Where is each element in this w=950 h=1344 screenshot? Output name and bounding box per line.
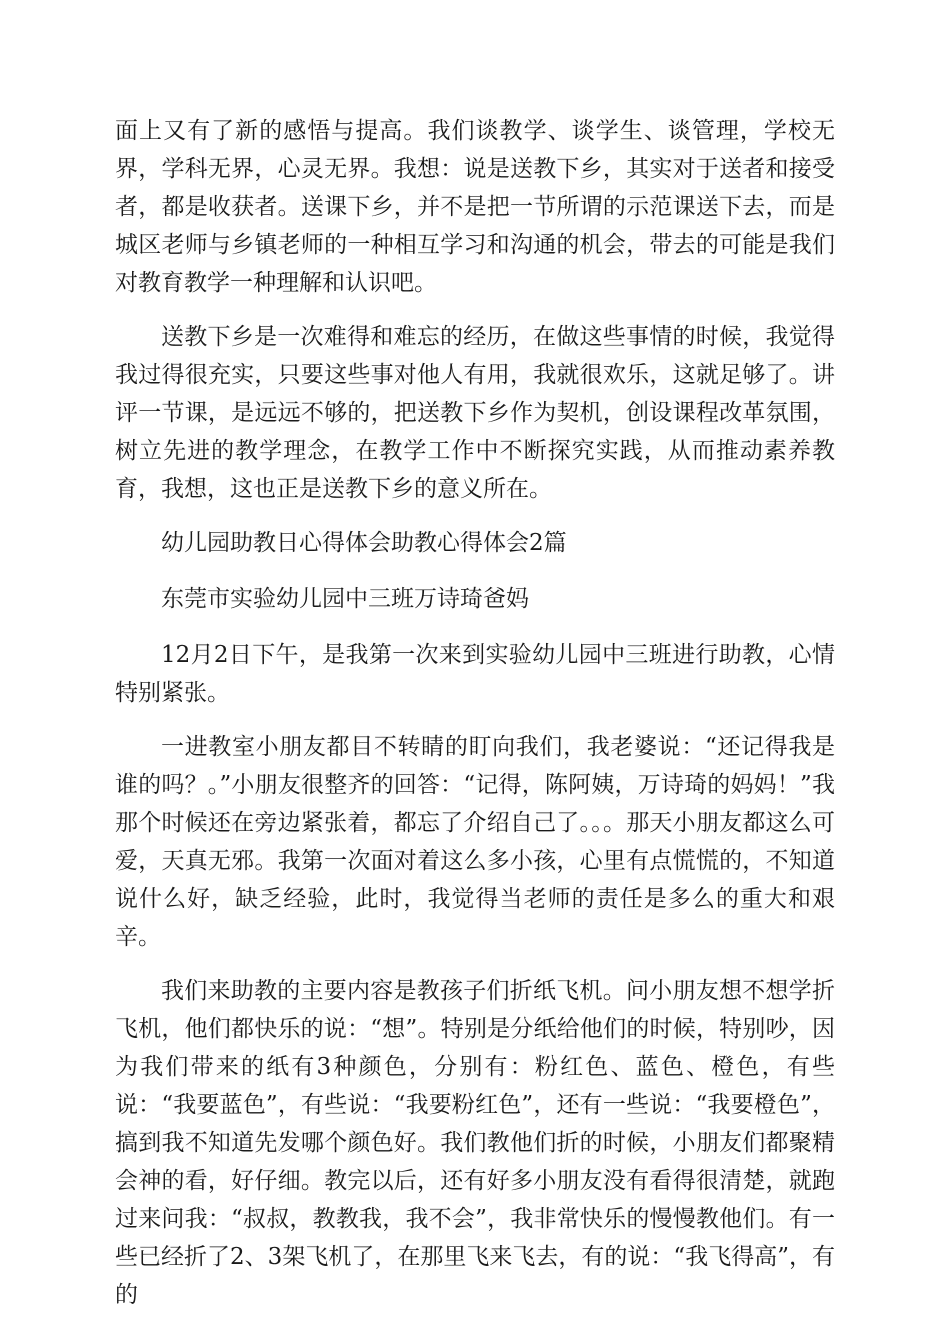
paragraph-paper-planes: 我们来助教的主要内容是教孩子们折纸飞机。问小朋友想不想学折飞机，他们都快乐的说：“想”。特别是分纸给他们的时候，特别吵，因为我们带来的纸有3种颜色，分别有：粉红色、蓝色、橙色，有些说：“我要蓝色”，有些说：“我要粉红色”，还有一些说：“我要橙色”，搞到我不知道先发哪个颜色好。我们教他们折的时候，小朋友们都聚精会神的看，好仔细。教完以后，还有好多小朋友没有看得很清楚，就跑过来问我：“叔叔，教教我，我不会”，我非常快乐的慢慢教他们。有一些已经折了2、3架飞机了，在那里飞来飞去，有的说：“我飞得高”，有的 [115, 978, 835, 1308]
paragraph-significance: 送教下乡是一次难得和难忘的经历，在做这些事情的时候，我觉得我过得很充实，只要这些事对他人有用，我就很欢乐，这就足够了。讲评一节课，是远远不够的，把送教下乡作为契机，创设课程改革氛围，树立先进的教学理念，在教学工作中不断探究实践，从而推动素养教育，我想，这也正是送教下乡的意义所在。 [115, 324, 835, 502]
paragraph-continuation: 面上又有了新的感悟与提高。我们谈教学、谈学生、谈管理，学校无界，学科无界，心灵无界。我想：说是送教下乡，其实对于送者和接受者，都是收获者。送课下乡，并不是把一节所谓的示范课送下去，而是城区老师与乡镇老师的一种相互学习和沟通的机会，带去的可能是我们对教育教学一种理解和认识吧。 [115, 118, 835, 296]
paragraph-first-visit: 12月2日下午，是我第一次来到实验幼儿园中三班进行助教，心情特别紧张。 [115, 642, 835, 706]
paragraph-classroom: 一进教室小朋友都目不转睛的盯向我们，我老婆说：“还记得我是谁的吗？。”小朋友很整齐的回答：“记得，陈阿姨，万诗琦的妈妈！”我那个时候还在旁边紧张着，都忘了介绍自己了。。。那天小朋友都这么可爱，天真无邪。我第一次面对着这么多小孩，心里有点慌慌的，不知道说什么好，缺乏经验，此时，我觉得当老师的责任是多么的重大和艰辛。 [115, 734, 835, 950]
section-title: 幼儿园助教日心得体会助教心得体会2篇 [161, 530, 567, 556]
document-page [115, 112, 835, 1330]
author-line: 东莞市实验幼儿园中三班万诗琦爸妈 [161, 586, 529, 612]
